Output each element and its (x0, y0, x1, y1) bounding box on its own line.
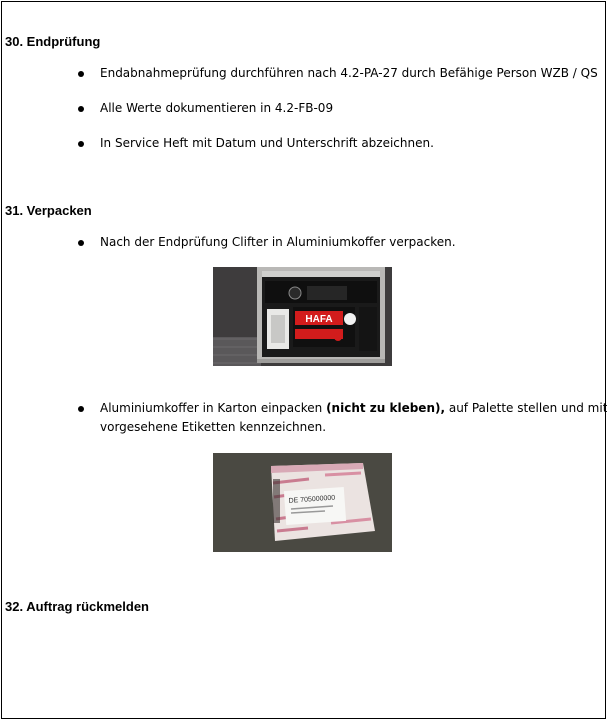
bullet-icon (78, 406, 84, 412)
photo-carton-box (213, 453, 392, 552)
case-brand-text: HAFA (305, 314, 333, 325)
box-label-text: DE 705000000 (288, 494, 336, 505)
list-item-continuation: vorgesehene Etiketten kennzeichnen. (100, 420, 327, 434)
bullet-icon (78, 240, 84, 246)
bullet-icon (78, 106, 84, 112)
section-title-verpacken: 31. Verpacken (5, 203, 92, 218)
list-item: Endabnahmeprüfung durchführen nach 4.2-PA-27 durch Befähige Person WZB / QS (100, 66, 598, 80)
section-title-endpruefung: 30. Endprüfung (5, 34, 101, 49)
photo-aluminium-case (213, 267, 392, 366)
list-item: Aluminiumkoffer in Karton einpacken (nicht zu kleben), auf Palette stellen und mit (100, 401, 607, 415)
bullet-icon (78, 71, 84, 77)
list-item: Alle Werte dokumentieren in 4.2-FB-09 (100, 101, 334, 115)
bullet-icon (78, 141, 84, 147)
list-item: Nach der Endprüfung Clifter in Aluminiumkoffer verpacken. (100, 235, 456, 249)
list-item: In Service Heft mit Datum und Unterschrift abzeichnen. (100, 136, 434, 150)
section-title-rueckmelden: 32. Auftrag rückmelden (5, 599, 150, 614)
